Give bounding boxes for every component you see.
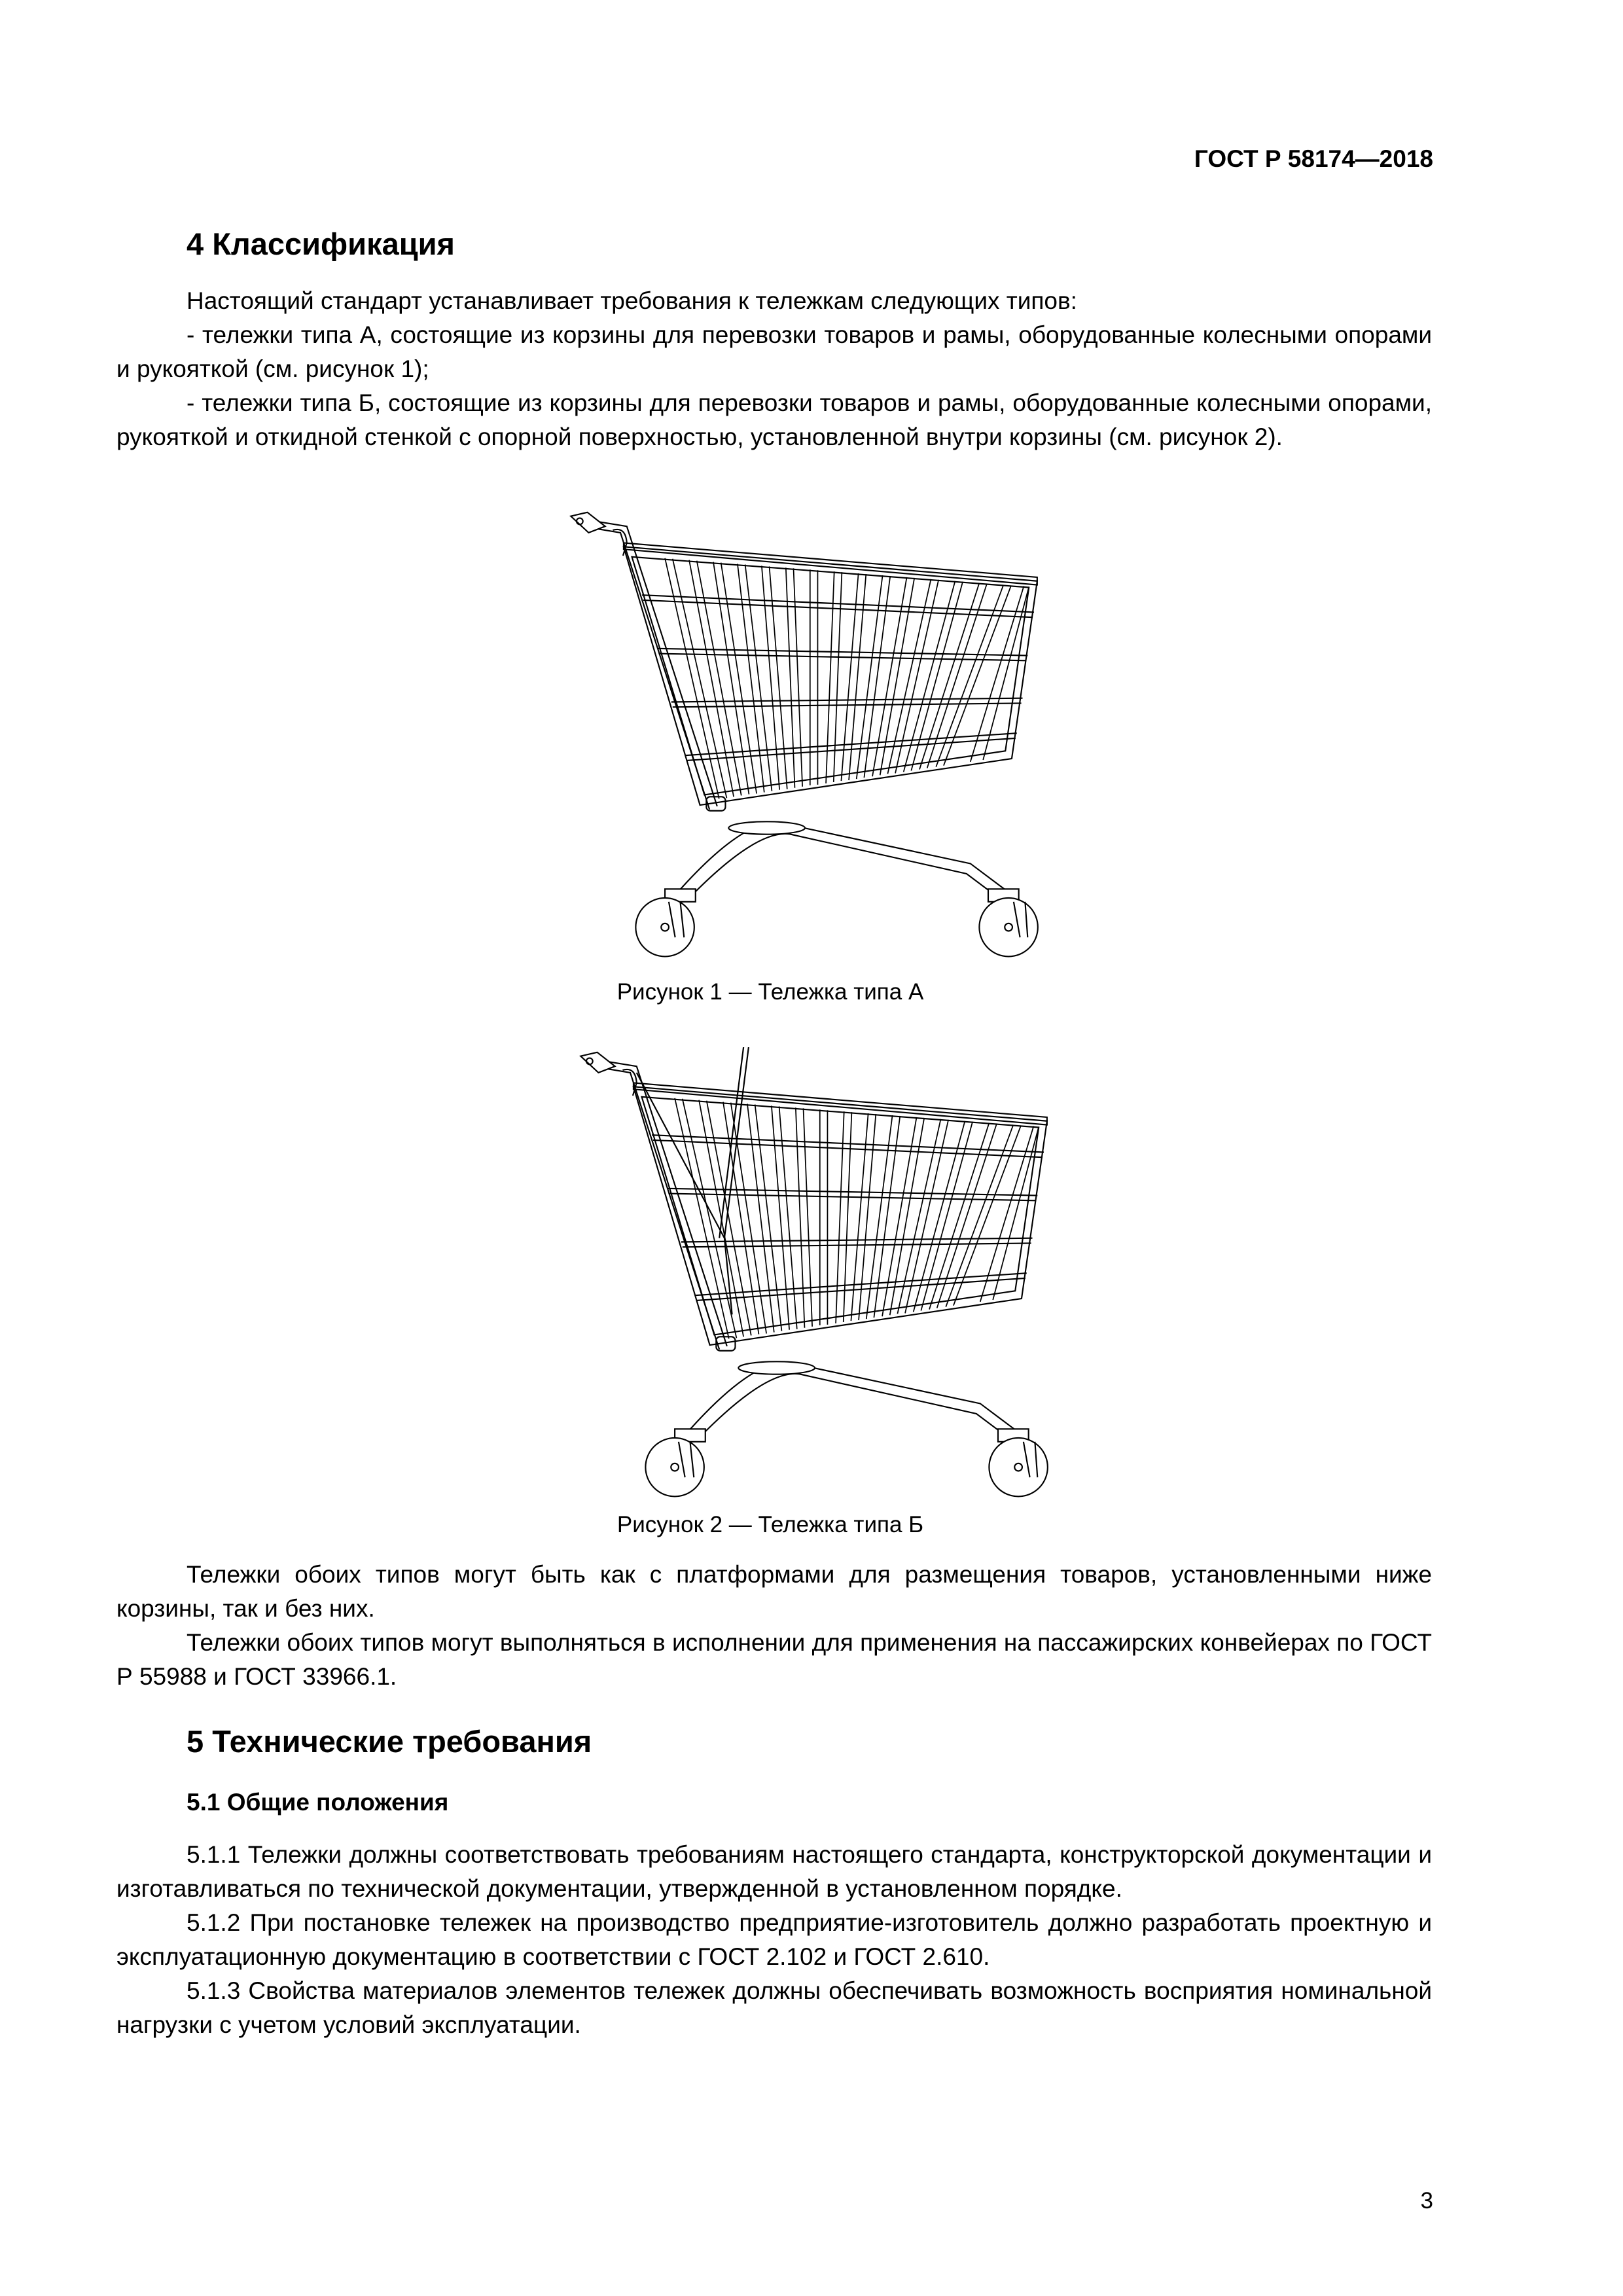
section-4-title: 4 Классификация <box>187 226 455 261</box>
section-4-intro: Настоящий стандарт устанавливает требования к тележкам следующих типов: <box>187 287 1077 314</box>
standard-code: ГОСТ Р 58174—2018 <box>1194 145 1433 172</box>
section-5-1-body <box>116 1838 1432 2042</box>
paragraph-5-1-1: 5.1.1 Тележки должны соответствовать требованиям настоящего стандарта, конструкторской документации и изготавливаться по технической документации, утвержденной в установленном порядке. <box>116 1841 1432 1902</box>
paragraph-5-1-2: 5.1.2 При постановке тележек на производство предприятие-изготовитель должно разработать проектную и эксплуатационную документацию в соответствии с ГОСТ 2.102 и ГОСТ 2.610. <box>116 1909 1432 1970</box>
section-4-closing <box>116 1558 1432 1694</box>
figure-1-cart-type-a <box>543 507 1067 965</box>
conveyors-paragraph: Тележки обоих типов могут выполняться в исполнении для применения на пассажирских конвейерах по ГОСТ Р 55988 и ГОСТ 33966.1. <box>116 1629 1432 1690</box>
figure-2-cart-type-b <box>553 1047 1077 1505</box>
subsection-5-1-title: 5.1 Общие положения <box>187 1789 449 1816</box>
figure-2-caption: Рисунок 2 — Тележка типа Б <box>616 1512 924 1537</box>
section-4-body <box>116 284 1432 454</box>
platforms-paragraph: Тележки обоих типов могут быть как с платформами для размещения товаров, установленными ниже корзины, так и без них. <box>116 1561 1432 1622</box>
paragraph-5-1-3: 5.1.3 Свойства материалов элементов тележек должны обеспечивать возможность восприятия номинальной нагрузки с учетом условий эксплуатации. <box>116 1977 1432 2038</box>
page-number: 3 <box>1420 2188 1433 2214</box>
figure-1-caption: Рисунок 1 — Тележка типа А <box>616 979 924 1005</box>
type-a-item: - тележки типа А, состоящие из корзины для перевозки товаров и рамы, оборудованные колесными опорами и рукояткой (см. рисунок 1); <box>116 321 1432 382</box>
type-b-item: - тележки типа Б, состоящие из корзины для перевозки товаров и рамы, оборудованные колесными опорами, рукояткой и откидной стенкой с опорной поверхностью, установленной внутри корзины (см. рисунок 2). <box>116 389 1432 450</box>
section-5-title: 5 Технические требования <box>187 1724 592 1759</box>
